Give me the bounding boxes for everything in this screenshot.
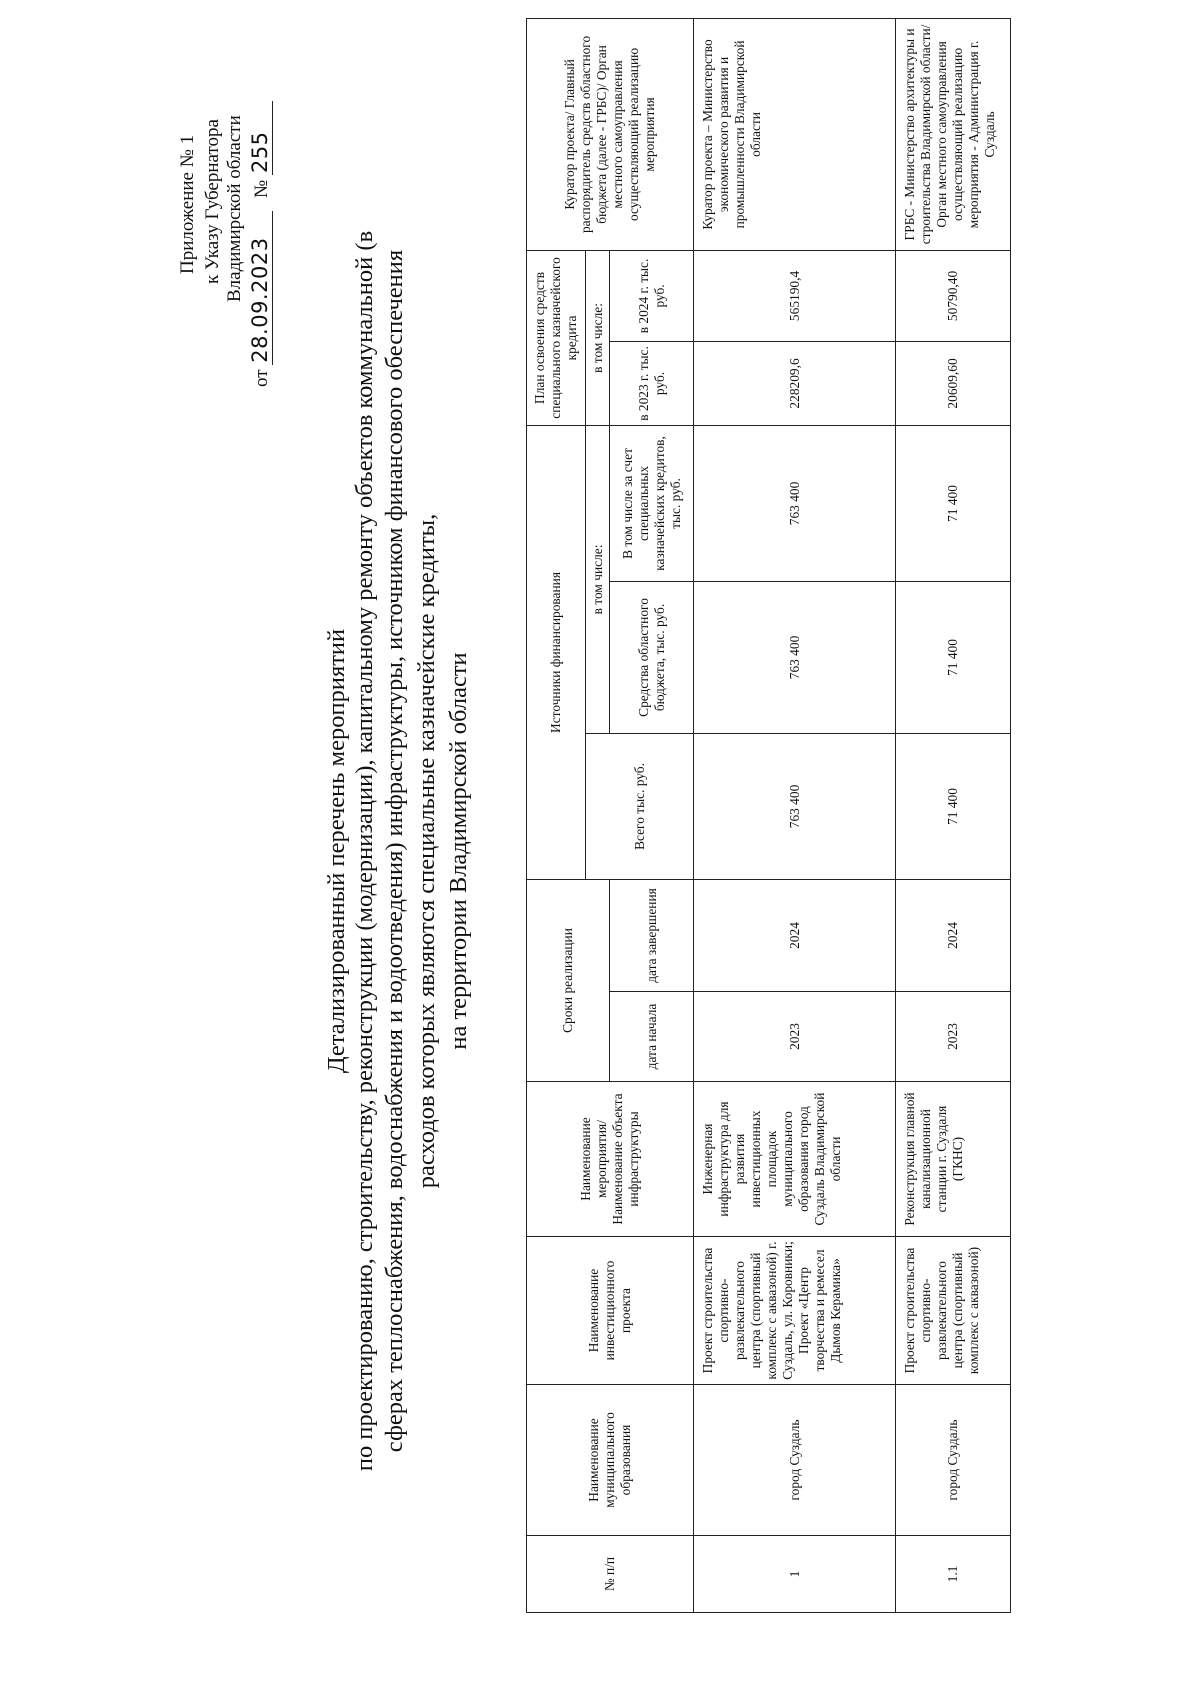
row-project: Проект строительства спортивно-развлекательного центра (спортивный комплекс с аквазоной) — [896, 1237, 1011, 1385]
row-treasury: 763 400 — [694, 425, 896, 581]
row-municipality: город Суздаль — [896, 1385, 1011, 1536]
title-line-4: расходов которых являются специальные казначейские кредиты, — [413, 513, 440, 1189]
title-line-1: Детализированный перечень мероприятий — [323, 628, 350, 1074]
row-start: 2023 — [694, 992, 896, 1082]
header-municipality: Наименование муниципального образования — [527, 1385, 694, 1536]
row-end: 2024 — [694, 879, 896, 991]
header-plan-2023: в 2023 г. тыс. руб. — [610, 341, 694, 425]
header-event: Наименование мероприятия/ Наименование объекта инфраструктуры — [527, 1082, 694, 1237]
row-plan-2023: 228209,6 — [694, 341, 896, 425]
header-terms-start: дата начала — [610, 992, 694, 1082]
row-total: 763 400 — [694, 733, 896, 879]
row-regional: 763 400 — [694, 581, 896, 733]
row-num: 1.1 — [896, 1536, 1011, 1613]
annex-line-1: Приложение № 1 — [177, 134, 198, 274]
from-prefix: от — [251, 369, 272, 387]
header-row-1 — [527, 18, 586, 1612]
header-sources-incl: в том числе: — [586, 425, 610, 733]
table-row — [694, 18, 896, 1612]
row-regional: 71 400 — [896, 581, 1011, 733]
header-curator: Куратор проекта/ Главный распорядитель средств областного бюджета (далее - ГРБС)/ Орган местного самоуправления осуществляющий реализацию мероприятия — [527, 18, 694, 250]
title-line-2: по проектированию, строительству, реконструкции (модернизации), капитальному ремонту объектов коммунальной (в — [351, 230, 378, 1472]
annex-date-number-line — [249, 101, 274, 387]
header-sources: Источники финансирования — [527, 425, 586, 879]
header-plan-incl: в том числе: — [586, 250, 610, 425]
number-label: № — [251, 179, 272, 198]
row-plan-2024: 50790,40 — [896, 250, 1011, 341]
header-sources-regional: Средства областного бюджета, тыс. руб. — [610, 581, 694, 733]
header-plan: План освоения средств специального казначейского кредита — [527, 250, 586, 425]
title-line-3: сферах теплоснабжения, водоснабжения и водоотведения) инфраструктуры, источником финансового обеспечения — [381, 249, 408, 1453]
row-plan-2023: 20609,60 — [896, 341, 1011, 425]
row-num: 1 — [694, 1536, 896, 1613]
row-project: Проект строительства спортивно-развлекательного центра (спортивный комплекс с аквазоной) г. Суздаль, ул. Коровники; Проект «Центр творчества и ремесел Дымов Керамика» — [694, 1237, 896, 1385]
row-start: 2023 — [896, 992, 1011, 1082]
title-line-5: на территории Владимирской области — [445, 652, 472, 1050]
row-curator: Куратор проекта – Министерство экономического развития и промышленности Владимирской области — [694, 18, 896, 250]
annex-line-2: к Указу Губернатора — [202, 119, 223, 284]
row-end: 2024 — [896, 879, 1011, 991]
header-terms-end: дата завершения — [610, 879, 694, 991]
annex-number: 255 — [250, 101, 273, 175]
row-plan-2024: 565190,4 — [694, 250, 896, 341]
header-plan-2024: в 2024 г. тыс. руб. — [610, 250, 694, 341]
annex-line-3: Владимирской области — [224, 115, 245, 302]
row-event: Реконструкция главной канализационной станции г. Суздаля (ГКНС) — [896, 1082, 1011, 1237]
annex-date: 28.09.2023 — [250, 211, 273, 365]
row-treasury: 71 400 — [896, 425, 1011, 581]
table-row — [896, 18, 1011, 1612]
row-municipality: город Суздаль — [694, 1385, 896, 1536]
row-total: 71 400 — [896, 733, 1011, 879]
events-table — [526, 18, 1011, 1613]
header-terms: Сроки реализации — [527, 879, 610, 1081]
header-sources-treasury: В том числе за счет специальных казначейских кредитов, тыс. руб. — [610, 425, 694, 581]
row-event: Инженерная инфраструктура для развития инвестиционных площадок муниципального образования город Суздаль Владимирской области — [694, 1082, 896, 1237]
header-project: Наименование инвестиционного проекта — [527, 1237, 694, 1385]
header-num: № п/п — [527, 1536, 694, 1613]
row-curator: ГРБС - Министерство архитектуры и строительства Владимирской области/ Орган местного самоуправления осуществляющий реализацию мероприятия - Администрация г. Суздаль — [896, 18, 1011, 250]
header-sources-total: Всего тыс. руб. — [586, 733, 694, 879]
